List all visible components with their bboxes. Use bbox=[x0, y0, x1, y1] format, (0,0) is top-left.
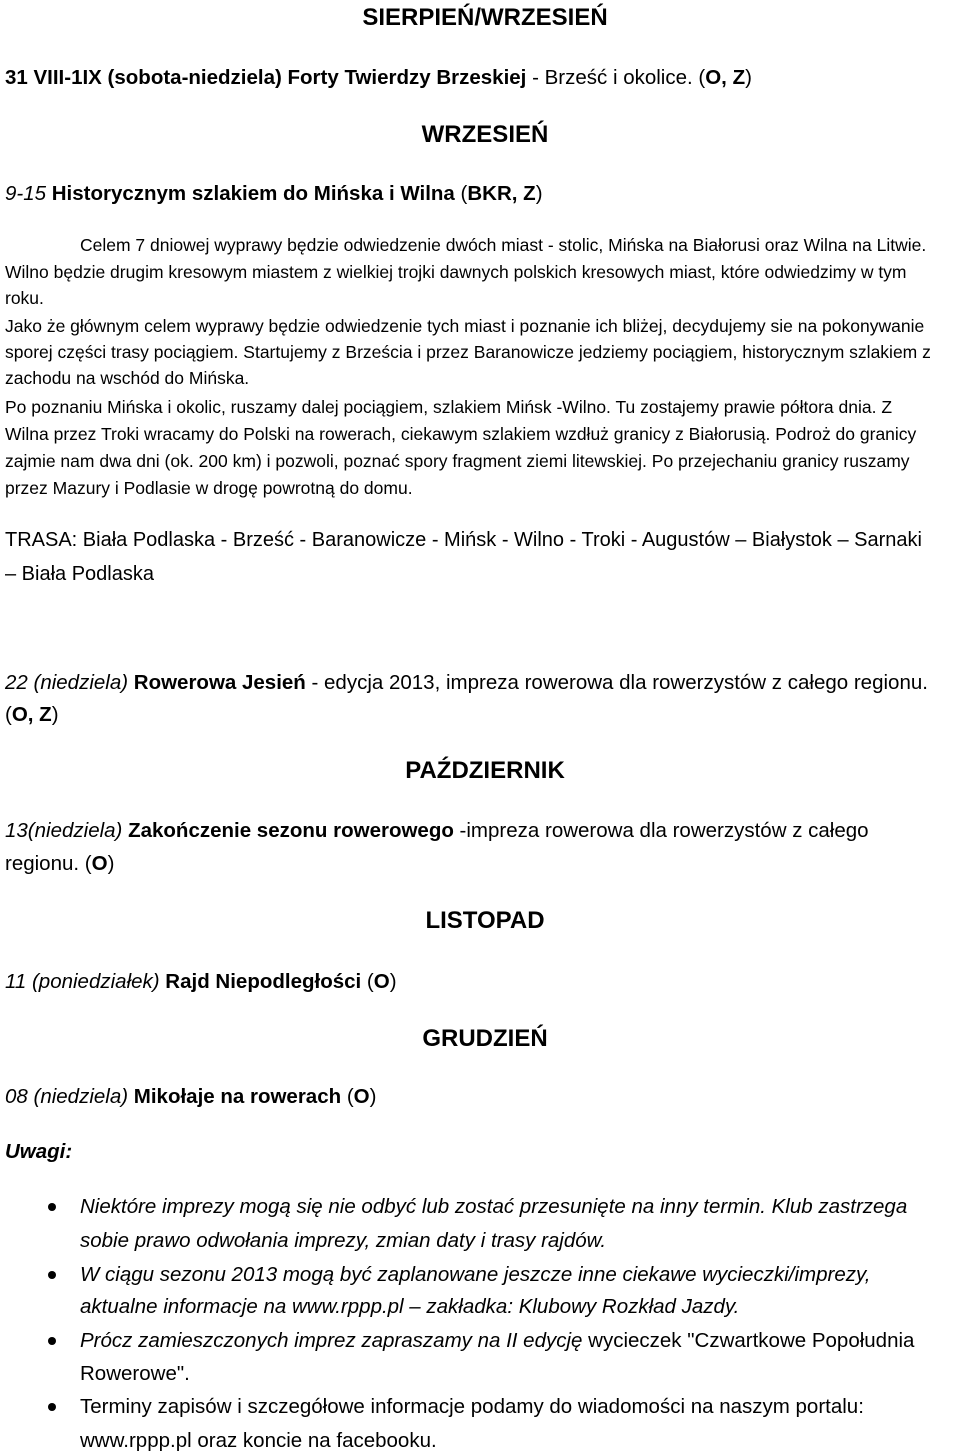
trip-description-line: Celem 7 dniowej wyprawy będzie odwiedzenie dwóch miast - stolic, Mińska na Białorusi oraz Wilna na Litwie. bbox=[80, 235, 927, 255]
event-codes-open: ( bbox=[341, 1085, 354, 1108]
bullet-icon bbox=[48, 1271, 56, 1279]
note-item-line: www.rppp.pl oraz koncie na facebooku. bbox=[80, 1429, 437, 1452]
trip-route-line: TRASA: Biała Podlaska - Brześć - Baranowicze - Mińsk - Wilno - Troki - Augustów – Białystok – Sarnaki bbox=[5, 529, 922, 551]
event-description: -impreza rowerowa dla rowerzystów z całego bbox=[453, 819, 869, 842]
month-heading-september: WRZESIEŃ bbox=[421, 121, 549, 148]
event-codes-open: ( bbox=[454, 182, 468, 205]
event-description: - Brześć i okolice. ( bbox=[526, 66, 706, 89]
trip-description-line: sporej części trasy pociągiem. Startujemy z Brześcia i przez Baranowicze jedziemy pociągiem, historycznym szlakiem z bbox=[5, 342, 931, 362]
event-codes-close: ) bbox=[51, 703, 59, 726]
event-codes-open: ( bbox=[5, 703, 12, 726]
month-heading-october: PAŹDZIERNIK bbox=[405, 757, 565, 784]
event-codes-open: ( bbox=[361, 970, 374, 993]
event-codes: O, Z bbox=[705, 66, 746, 89]
event-minsk-wilno bbox=[5, 181, 543, 207]
trip-description-line: zachodu na wschód do Mińska. bbox=[5, 368, 250, 388]
notes-heading: Uwagi: bbox=[5, 1140, 73, 1163]
note-item-line: Rowerowe". bbox=[80, 1362, 190, 1385]
event-title: Historycznym szlakiem do Mińska i Wilna bbox=[46, 182, 455, 205]
bullet-icon bbox=[48, 1203, 56, 1211]
trip-description-line: Jako że głównym celem wyprawy będzie odwiedzenie tych miast i poznanie ich bliżej, decydujemy sie na pokonywanie bbox=[5, 316, 925, 336]
event-title: Zakończenie sezonu rowerowego bbox=[122, 819, 454, 842]
event-codes: O bbox=[353, 1085, 370, 1108]
page-title: SIERPIEŃ/WRZESIEŃ bbox=[362, 4, 608, 31]
note-item-line: Terminy zapisów i szczegółowe informacje podamy do wiadomości na naszym portalu: bbox=[80, 1395, 864, 1418]
trip-description-line: przez Mazury i Podlasie w drogę powrotną do domu. bbox=[5, 478, 413, 498]
trip-description-line: zajmie nam dwa dni (ok. 200 km) i pozwoli, poznać spory fragment ziemi litewskiej. Po przejechaniu granicy ruszamy bbox=[5, 451, 910, 471]
note-item-line bbox=[80, 1328, 914, 1354]
event-date: 13(niedziela) bbox=[5, 819, 123, 842]
event-codes: O, Z bbox=[11, 703, 52, 726]
event-date: 11 (poniedziałek) bbox=[5, 970, 160, 993]
note-item-line: Niektóre imprezy mogą się nie odbyć lub zostać przesunięte na inny termin. Klub zastrzega bbox=[80, 1195, 908, 1218]
trip-description-line: Wilno będzie drugim kresowym miastem z wielkiej trojki dawnych polskich kresowych miast, które odwiedzimy w tym bbox=[5, 262, 907, 282]
month-heading-november: LISTOPAD bbox=[425, 907, 545, 934]
event-date: 9-15 bbox=[5, 182, 47, 205]
event-codes: O bbox=[91, 852, 108, 875]
event-codes-close: ) bbox=[389, 970, 397, 993]
note-item-line: aktualne informacje na www.rppp.pl – zakładka: Klubowy Rozkład Jazdy. bbox=[80, 1295, 740, 1318]
event-brzesc bbox=[5, 65, 752, 91]
bullet-icon bbox=[48, 1337, 56, 1345]
event-codes-close: ) bbox=[535, 182, 543, 205]
event-mikolaje bbox=[5, 1084, 376, 1110]
trip-description-line: roku. bbox=[5, 288, 44, 308]
event-title: Mikołaje na rowerach bbox=[128, 1085, 342, 1108]
event-codes: O bbox=[373, 970, 390, 993]
event-title: 31 VIII-1IX (sobota-niedziela) Forty Twierdzy Brzeskiej bbox=[5, 66, 527, 89]
note-regular-text: wycieczek "Czwartkowe Popołudnia bbox=[582, 1329, 915, 1352]
event-zakonczenie bbox=[5, 818, 869, 844]
event-date: 08 (niedziela) bbox=[5, 1085, 129, 1108]
event-title: Rowerowa Jesień bbox=[128, 671, 306, 694]
note-italic-text: Prócz zamieszczonych imprez zapraszamy na II edycję bbox=[80, 1329, 583, 1352]
note-item-line: W ciągu sezonu 2013 mogą być zaplanowane jeszcze inne ciekawe wycieczki/imprezy, bbox=[80, 1263, 871, 1286]
trip-route-line: – Biała Podlaska bbox=[5, 563, 154, 585]
bullet-icon bbox=[48, 1403, 56, 1411]
event-codes-close: ) bbox=[745, 66, 752, 89]
event-codes-close: ) bbox=[369, 1085, 377, 1108]
note-item-line: sobie prawo odwołania imprezy, zmian daty i trasy rajdów. bbox=[80, 1229, 607, 1252]
event-title: Rajd Niepodległości bbox=[159, 970, 362, 993]
event-description: regionu. ( bbox=[5, 852, 92, 875]
event-date: 22 (niedziela) bbox=[5, 671, 129, 694]
trip-description-line: Wilna przez Troki wracamy do Polski na rowerach, ciekawym szlakiem wzdłuż granicy z Białorusią. Podroż do granicy bbox=[5, 424, 917, 444]
event-rowerowa-jesien-codes bbox=[5, 702, 59, 728]
event-description: - edycja 2013, impreza rowerowa dla rowerzystów z całego regionu. bbox=[305, 671, 928, 694]
event-codes: BKR, Z bbox=[467, 182, 536, 205]
event-zakonczenie-continued bbox=[5, 851, 114, 877]
event-rajd bbox=[5, 969, 397, 995]
event-codes-close: ) bbox=[107, 852, 115, 875]
month-heading-december: GRUDZIEŃ bbox=[422, 1025, 548, 1052]
trip-description-line: Po poznaniu Mińska i okolic, ruszamy dalej pociągiem, szlakiem Mińsk -Wilno. Tu zostajemy prawie półtora dnia. Z bbox=[5, 397, 893, 417]
event-rowerowa-jesien bbox=[5, 670, 928, 696]
